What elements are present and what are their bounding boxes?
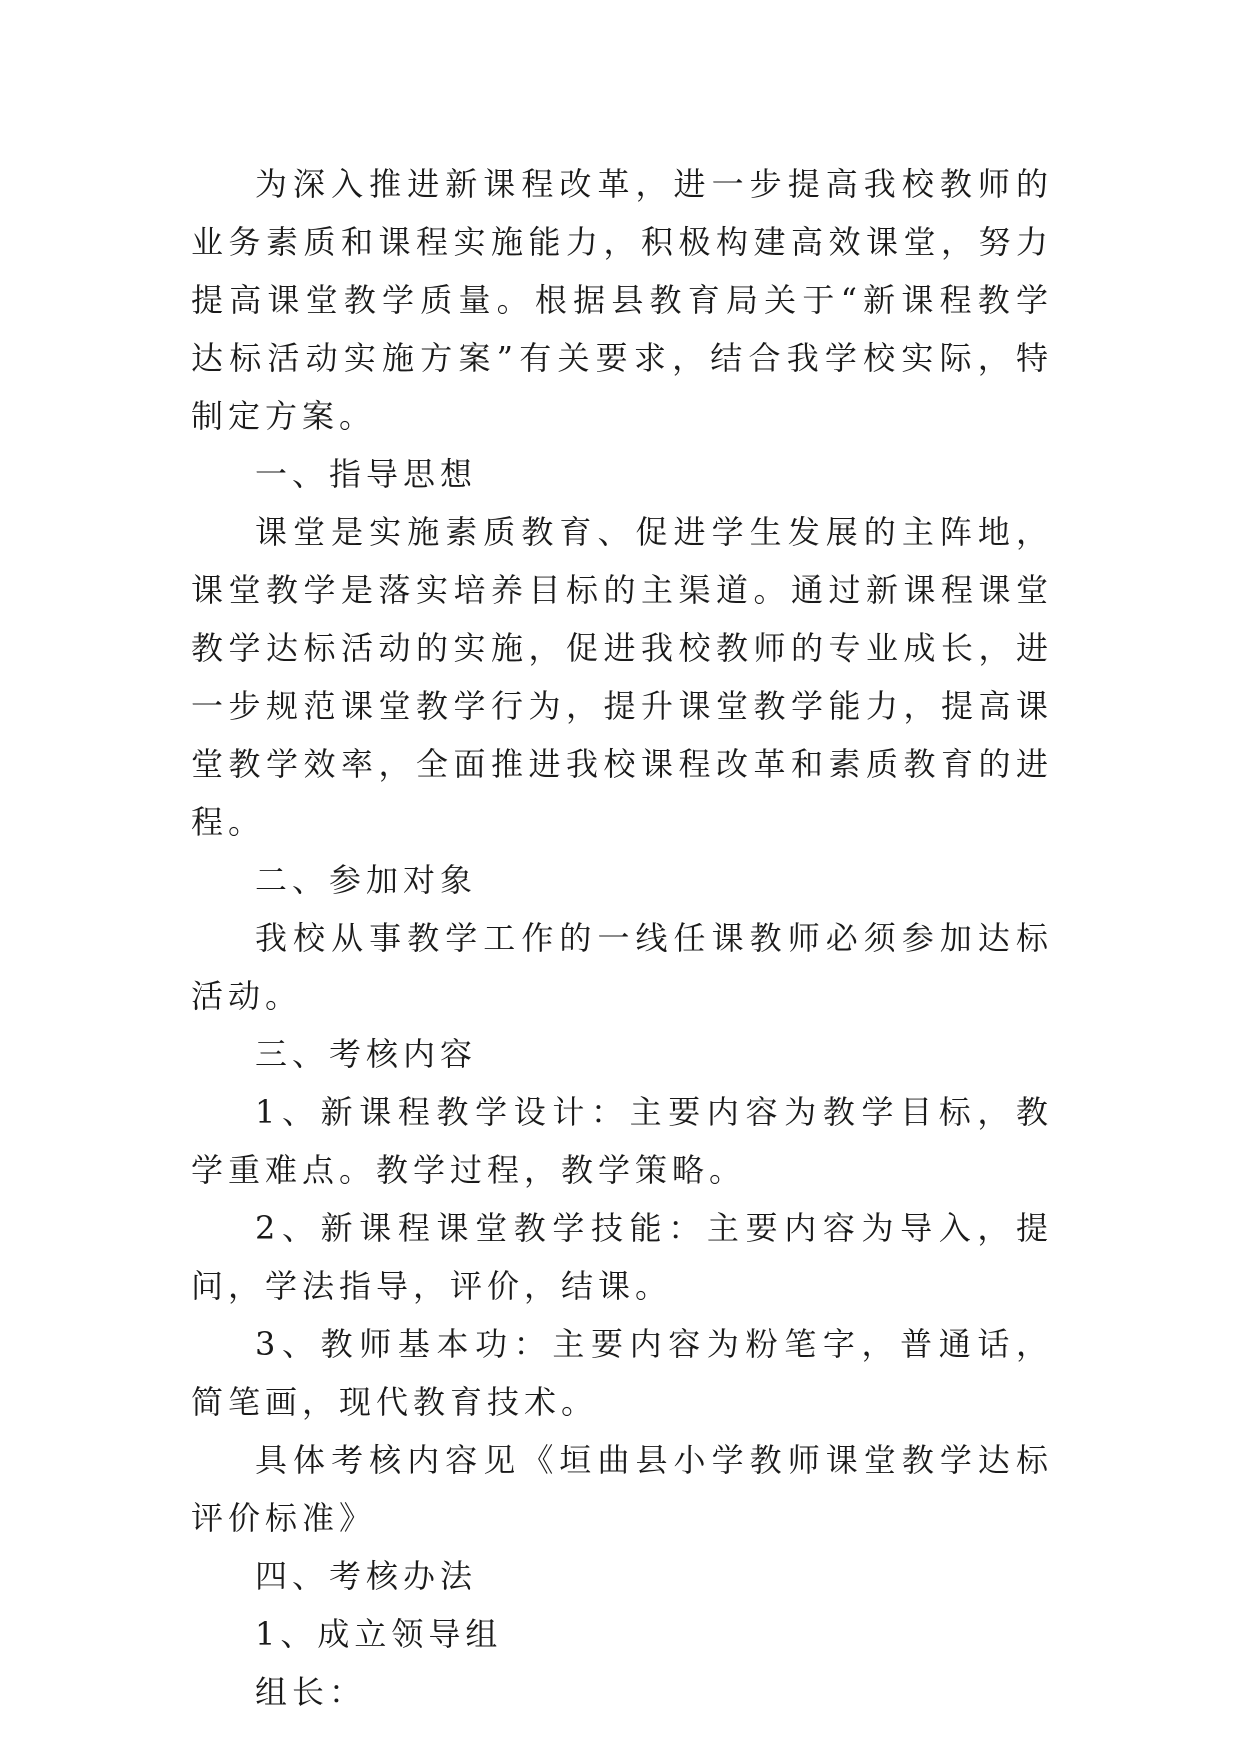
document-body [191,155,1053,1721]
guiding-ideology-paragraph: 课堂是实施素质教育、促进学生发展的主阵地，课堂教学是落实培养目标的主渠道。通过新课程课堂教学达标活动的实施，促进我校教师的专业成长，进一步规范课堂教学行为，提升课堂教学能力，提高课堂教学效率，全面推进我校课程改革和素质教育的进程。 [191,513,1053,841]
subsection-heading-leadership-group: 1、成立领导组 [255,1615,503,1653]
section-heading-guiding-ideology: 一、指导思想 [255,455,478,493]
assessment-item-2: 2、新课程课堂教学技能：主要内容为导入，提问，学法指导，评价，结课。 [191,1209,1053,1305]
section-heading-participants: 二、参加对象 [255,861,478,899]
section-heading-assessment-method: 四、考核办法 [255,1557,478,1595]
participants-paragraph: 我校从事教学工作的一线任课教师必须参加达标活动。 [191,919,1053,1015]
assessment-standard-reference: 具体考核内容见《垣曲县小学教师课堂教学达标评价标准》 [191,1441,1053,1537]
intro-paragraph: 为深入推进新课程改革，进一步提高我校教师的业务素质和课程实施能力，积极构建高效课堂，努力提高课堂教学质量。根据县教育局关于“新课程教学达标活动实施方案”有关要求，结合我学校实际，特制定方案。 [191,165,1053,435]
assessment-item-3: 3、教师基本功：主要内容为粉笔字，普通话，简笔画，现代教育技术。 [191,1325,1053,1421]
assessment-item-1: 1、新课程教学设计：主要内容为教学目标，教学重难点。教学过程，教学策略。 [191,1093,1053,1189]
section-heading-assessment-content: 三、考核内容 [255,1035,478,1073]
group-leader-label: 组长： [255,1673,367,1711]
